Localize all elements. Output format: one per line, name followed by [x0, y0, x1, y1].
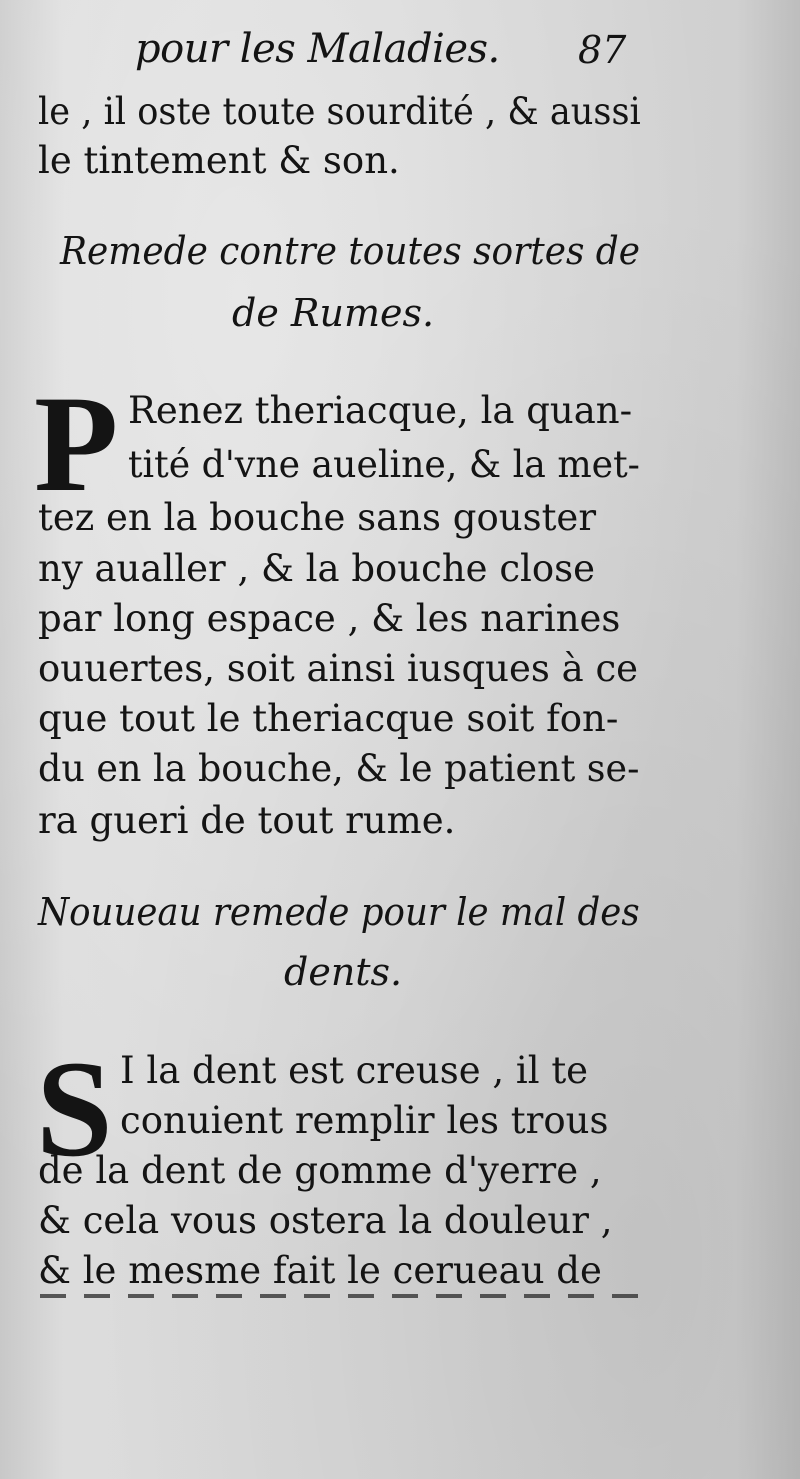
page-number: 87 — [578, 28, 627, 72]
text-line: I la dent est creuse , il te — [120, 1049, 589, 1092]
drop-cap: P — [34, 367, 119, 520]
text-line: tez en la bouche sans gouster — [38, 496, 597, 539]
text-line: ny aualler , & la bouche close — [38, 547, 596, 590]
text-line: de la dent de gomme d'yerre , — [38, 1149, 602, 1192]
text-line: ouuertes, soit ainsi iusques à ce — [38, 647, 639, 690]
text-line: conuient remplir les trous — [120, 1099, 609, 1142]
text-line: le tintement & son. — [38, 139, 400, 182]
drop-cap: S — [36, 1032, 113, 1185]
text-line: le , il oste toute sourdité , & aussi — [38, 90, 641, 133]
section-heading: dents. — [284, 950, 403, 994]
text-line: ra gueri de tout rume. — [38, 799, 456, 842]
text-line: que tout le theriacque soit fon- — [38, 697, 619, 740]
text-line: tité d'vne aueline, & la met- — [128, 443, 640, 486]
section-heading: Nouueau remede pour le mal des — [38, 890, 640, 934]
text-line: Renez theriacque, la quan- — [128, 389, 633, 432]
text-line: & le mesme fait le cerueau de — [38, 1249, 602, 1292]
text-line: du en la bouche, & le patient se- — [38, 747, 640, 790]
running-title: pour les Maladies. — [135, 26, 500, 72]
text-line: par long espace , & les narines — [38, 597, 621, 640]
text-line: & cela vous ostera la douleur , — [38, 1199, 613, 1242]
bottom-rule — [40, 1294, 644, 1298]
page-header — [0, 22, 800, 82]
section-heading: Remede contre toutes sortes de — [60, 229, 641, 273]
section-heading: de Rumes. — [232, 291, 435, 335]
